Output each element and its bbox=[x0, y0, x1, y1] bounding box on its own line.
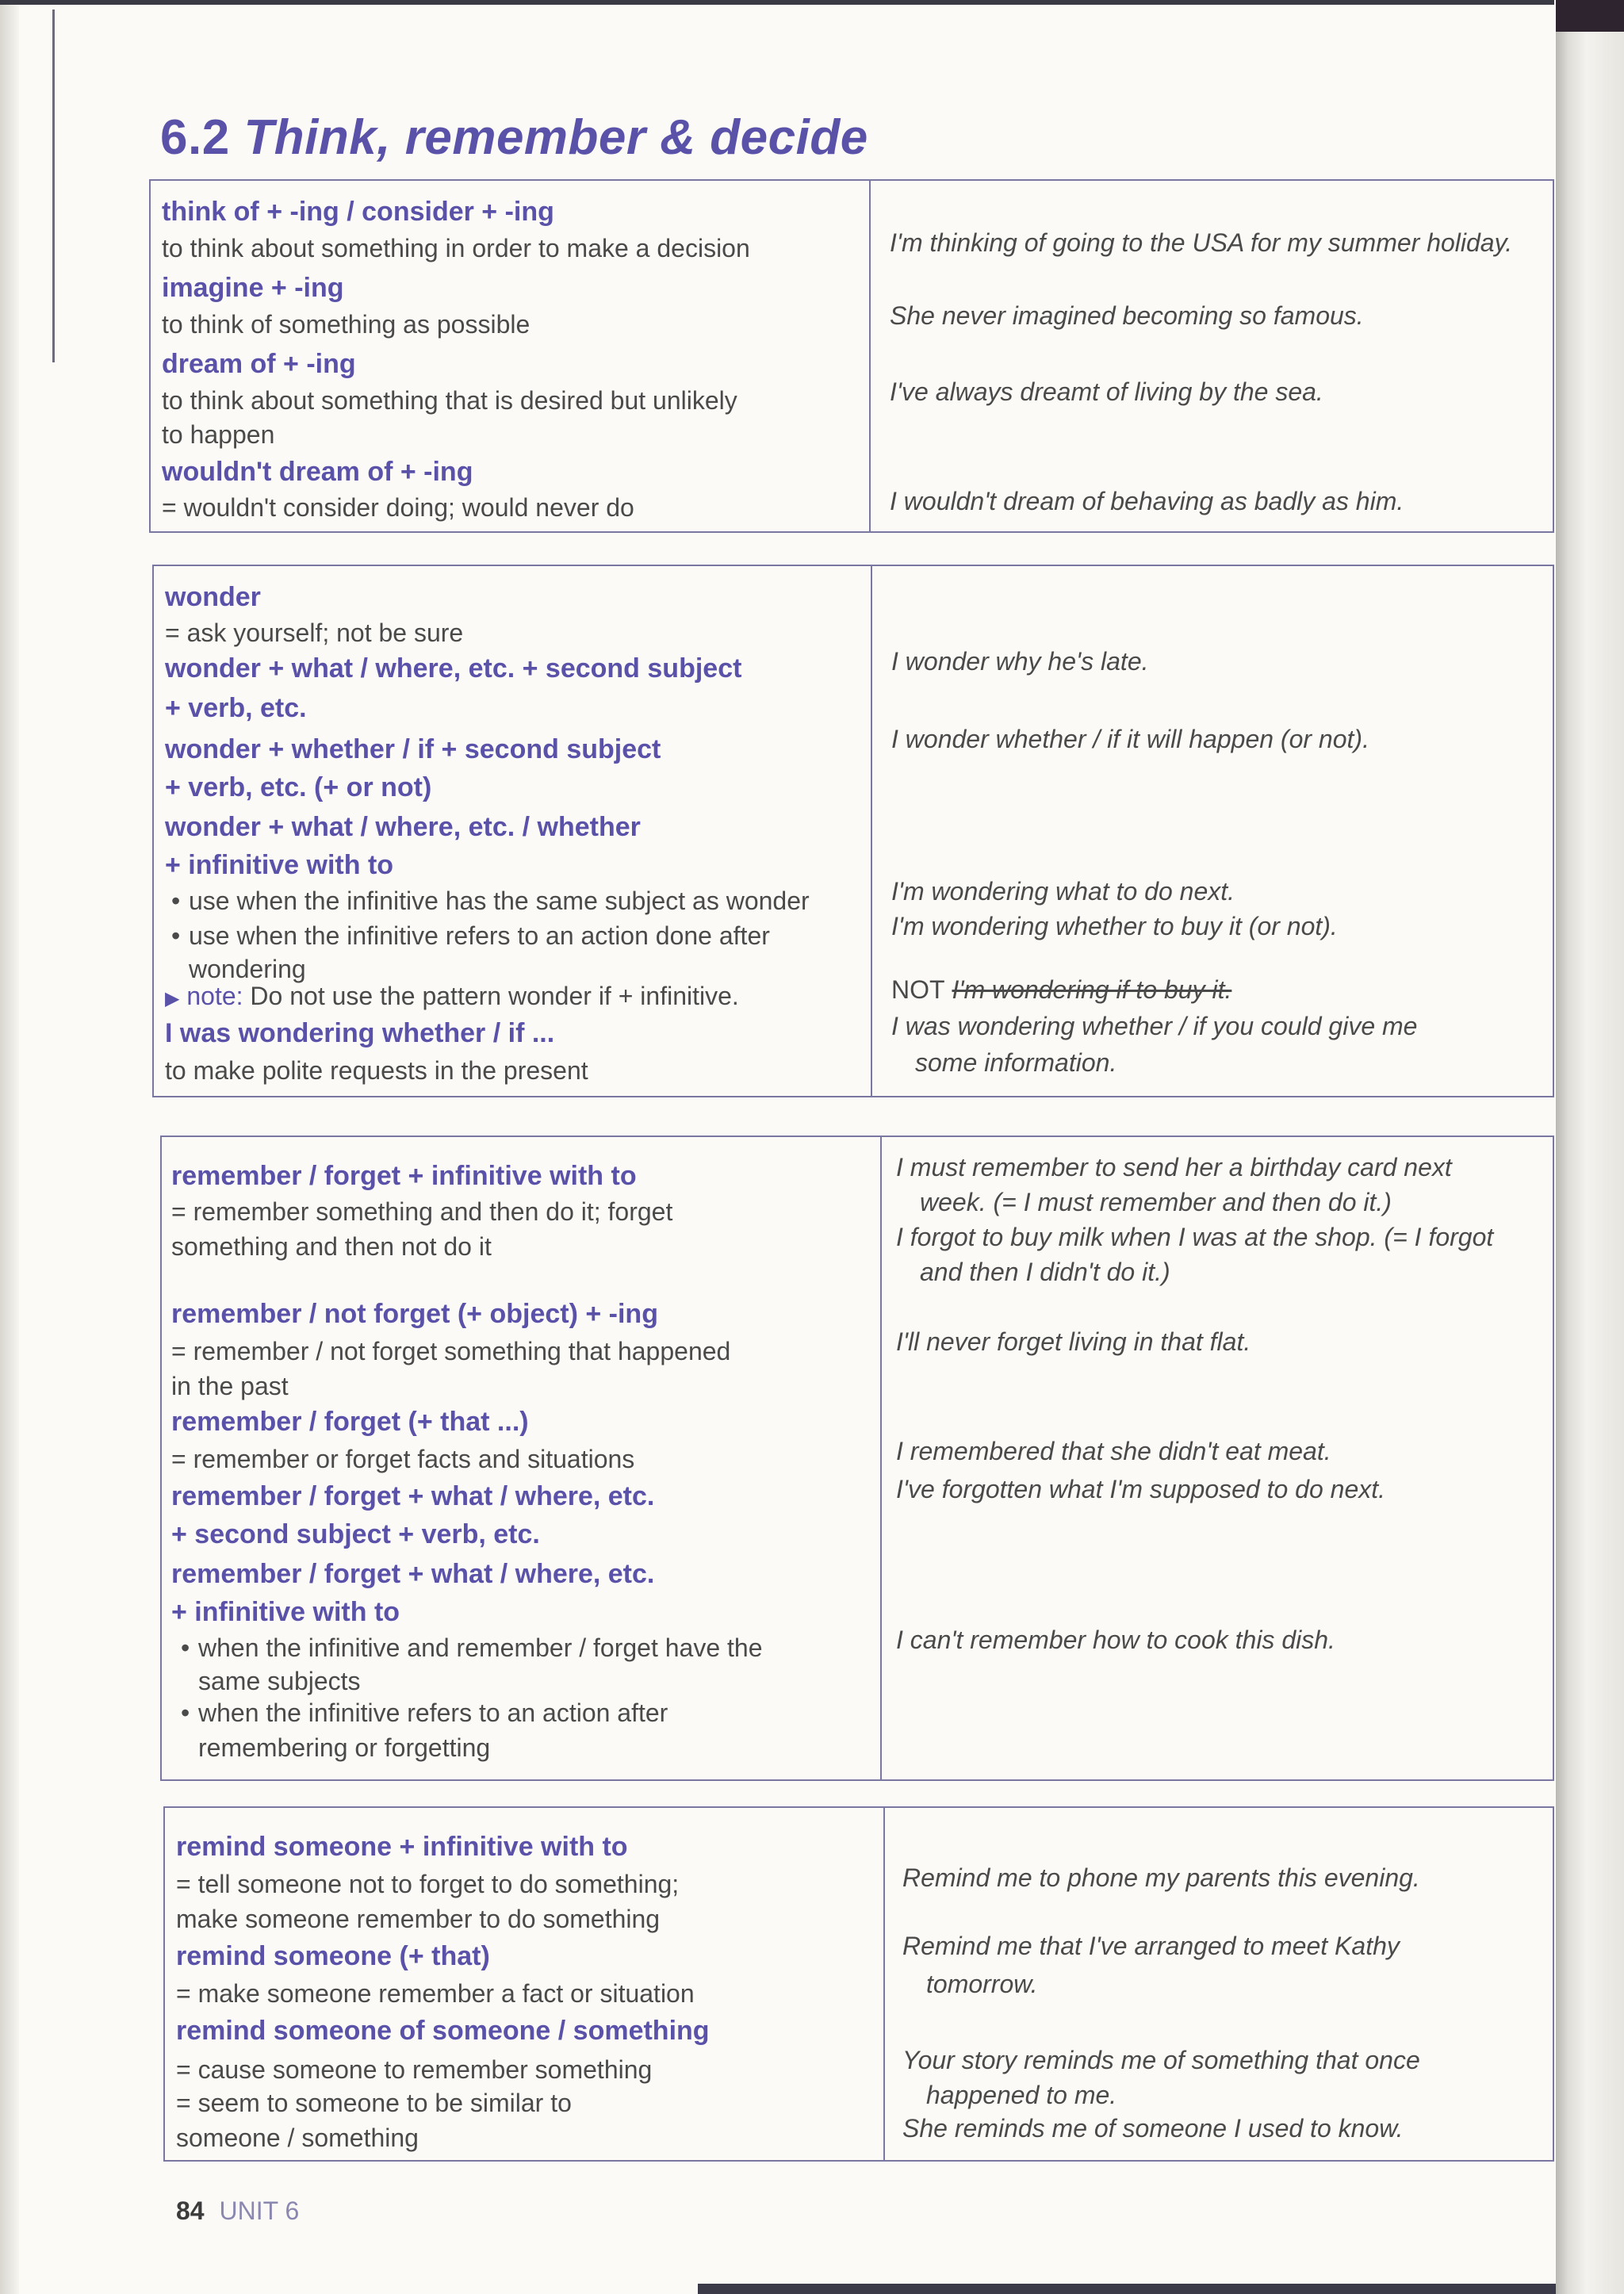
rule-bullet-continued: wondering bbox=[189, 955, 306, 983]
rule-description: something and then not do it bbox=[171, 1232, 492, 1261]
example-sentence: I must remember to send her a birthday card next bbox=[896, 1153, 1452, 1181]
rule-description: to make polite requests in the present bbox=[165, 1056, 588, 1085]
examples-column bbox=[896, 1137, 1554, 1783]
example-sentence: I'm wondering whether to buy it (or not). bbox=[891, 912, 1338, 940]
incorrect-example bbox=[891, 975, 1231, 1005]
example-sentence-continued: and then I didn't do it.) bbox=[920, 1258, 1170, 1286]
example-sentence: I remembered that she didn't eat meat. bbox=[896, 1437, 1331, 1465]
column-divider bbox=[880, 1137, 882, 1779]
example-sentence: Your story reminds me of something that once bbox=[902, 2046, 1420, 2074]
rule-description: = cause someone to remember something bbox=[176, 2055, 653, 2084]
section-title-text: Think, remember & decide bbox=[243, 110, 868, 165]
note-text: Do not use the pattern wonder if + infinitive. bbox=[250, 982, 739, 1010]
example-sentence: I've always dreamt of living by the sea. bbox=[890, 377, 1323, 406]
example-sentence: I can't remember how to cook this dish. bbox=[896, 1626, 1335, 1654]
unit-label: UNIT 6 bbox=[219, 2196, 300, 2225]
rule-description: = remember or forget facts and situations bbox=[171, 1445, 635, 1473]
rule-description: to happen bbox=[162, 420, 275, 449]
note-label: note: bbox=[186, 982, 243, 1010]
rule-heading: + verb, etc. (+ or not) bbox=[165, 772, 432, 802]
rule-description: = seem to someone to be similar to bbox=[176, 2089, 572, 2117]
rule-bullet: • when the infinitive refers to an action after bbox=[198, 1698, 668, 1728]
triangle-icon: ▶ bbox=[165, 988, 180, 1009]
grammar-box-think bbox=[149, 179, 1554, 533]
rule-heading: I was wondering whether / if ... bbox=[165, 1018, 555, 1048]
section-number: 6.2 bbox=[160, 110, 230, 165]
rule-description: someone / something bbox=[176, 2124, 419, 2152]
example-sentence: I'm wondering what to do next. bbox=[891, 877, 1235, 906]
rule-heading: remind someone (+ that) bbox=[176, 1941, 490, 1971]
margin-line bbox=[52, 10, 55, 362]
column-divider bbox=[871, 566, 872, 1096]
rule-heading: remember / not forget (+ object) + -ing bbox=[171, 1299, 658, 1329]
column-divider bbox=[883, 1808, 885, 2160]
examples-column bbox=[902, 1808, 1554, 2163]
rule-bullet: • when the infinitive and remember / forget have the bbox=[198, 1633, 763, 1663]
example-sentence: I've forgotten what I'm supposed to do next. bbox=[896, 1475, 1386, 1503]
page-top-edge bbox=[0, 0, 1554, 5]
rule-description: = wouldn't consider doing; would never do bbox=[162, 493, 634, 522]
grammar-box-remember bbox=[160, 1136, 1554, 1781]
rules-column bbox=[171, 1137, 877, 1783]
grammar-box-remind bbox=[163, 1806, 1554, 2162]
rule-description: to think about something that is desired but unlikely bbox=[162, 386, 737, 415]
rule-bullet: • use when the infinitive refers to an action done after bbox=[189, 921, 770, 951]
page-binding-shadow bbox=[0, 0, 19, 2294]
rule-heading: wouldn't dream of + -ing bbox=[162, 457, 473, 487]
example-sentence: I'm thinking of going to the USA for my summer holiday. bbox=[890, 228, 1513, 257]
example-sentence: I wonder why he's late. bbox=[891, 647, 1149, 676]
rule-description: = remember / not forget something that happened bbox=[171, 1337, 731, 1365]
example-sentence: I'll never forget living in that flat. bbox=[896, 1327, 1251, 1356]
rule-description: to think of something as possible bbox=[162, 310, 530, 339]
rule-heading: + infinitive with to bbox=[165, 850, 394, 880]
rule-heading: dream of + -ing bbox=[162, 349, 356, 379]
page-number: 84 bbox=[176, 2196, 205, 2225]
page-corner-shadow bbox=[1556, 0, 1624, 32]
rule-heading: wonder + whether / if + second subject bbox=[165, 734, 661, 764]
column-divider bbox=[869, 181, 871, 531]
example-sentence: I forgot to buy milk when I was at the shop. (= I forgot bbox=[896, 1223, 1494, 1251]
page-bottom-edge bbox=[698, 2284, 1556, 2294]
rule-heading: wonder + what / where, etc. + second subject bbox=[165, 653, 742, 684]
example-sentence: I wouldn't dream of behaving as badly as him. bbox=[890, 487, 1404, 515]
rule-bullet-continued: same subjects bbox=[198, 1667, 361, 1695]
rule-heading: wonder bbox=[165, 582, 261, 612]
rule-description: = remember something and then do it; forget bbox=[171, 1197, 673, 1226]
examples-column bbox=[891, 566, 1549, 1099]
rule-heading: remind someone of someone / something bbox=[176, 2016, 710, 2046]
grammar-box-wonder bbox=[152, 565, 1554, 1097]
not-label: NOT bbox=[891, 975, 945, 1004]
example-sentence: I wonder whether / if it will happen (or not). bbox=[891, 725, 1369, 753]
example-sentence: Remind me that I've arranged to meet Kathy bbox=[902, 1932, 1400, 1960]
note-line bbox=[165, 982, 739, 1011]
rule-heading: wonder + what / where, etc. / whether bbox=[165, 812, 641, 842]
example-sentence: I was wondering whether / if you could give me bbox=[891, 1012, 1418, 1040]
rule-heading: remember / forget (+ that ...) bbox=[171, 1407, 529, 1437]
rule-description: to think about something in order to make a decision bbox=[162, 234, 750, 262]
rule-heading: + verb, etc. bbox=[165, 693, 307, 723]
rules-column bbox=[176, 1808, 882, 2163]
rule-bullet-continued: remembering or forgetting bbox=[198, 1733, 491, 1762]
page-footer bbox=[176, 2196, 299, 2226]
rule-heading: + infinitive with to bbox=[171, 1597, 400, 1627]
rules-column bbox=[162, 181, 868, 534]
rule-heading: + second subject + verb, etc. bbox=[171, 1519, 540, 1549]
rules-column bbox=[165, 566, 869, 1099]
rule-heading: remind someone + infinitive with to bbox=[176, 1832, 628, 1862]
example-sentence-continued: some information. bbox=[915, 1048, 1117, 1077]
example-sentence-continued: week. (= I must remember and then do it.) bbox=[920, 1188, 1392, 1216]
rule-description: make someone remember to do something bbox=[176, 1905, 661, 1933]
rule-bullet: • use when the infinitive has the same subject as wonder bbox=[189, 887, 810, 916]
rule-description: = ask yourself; not be sure bbox=[165, 618, 464, 647]
example-sentence: She never imagined becoming so famous. bbox=[890, 301, 1364, 330]
rule-heading: remember / forget + infinitive with to bbox=[171, 1161, 637, 1191]
rule-heading: remember / forget + what / where, etc. bbox=[171, 1559, 655, 1589]
rule-heading: remember / forget + what / where, etc. bbox=[171, 1481, 655, 1511]
examples-column bbox=[890, 181, 1548, 534]
example-sentence: Remind me to phone my parents this evening. bbox=[902, 1863, 1420, 1892]
rule-heading: imagine + -ing bbox=[162, 273, 344, 303]
page-right-edge bbox=[1556, 0, 1624, 2294]
struck-sentence: I'm wondering if to buy it. bbox=[952, 975, 1232, 1004]
example-sentence: She reminds me of someone I used to know. bbox=[902, 2114, 1404, 2143]
rule-description: in the past bbox=[171, 1372, 289, 1400]
example-sentence-continued: happened to me. bbox=[926, 2081, 1117, 2109]
section-title bbox=[160, 109, 868, 166]
example-sentence-continued: tomorrow. bbox=[926, 1970, 1038, 1998]
rule-description: = tell someone not to forget to do something; bbox=[176, 1870, 680, 1898]
rule-heading: think of + -ing / consider + -ing bbox=[162, 197, 554, 227]
rule-description: = make someone remember a fact or situation bbox=[176, 1979, 695, 2008]
